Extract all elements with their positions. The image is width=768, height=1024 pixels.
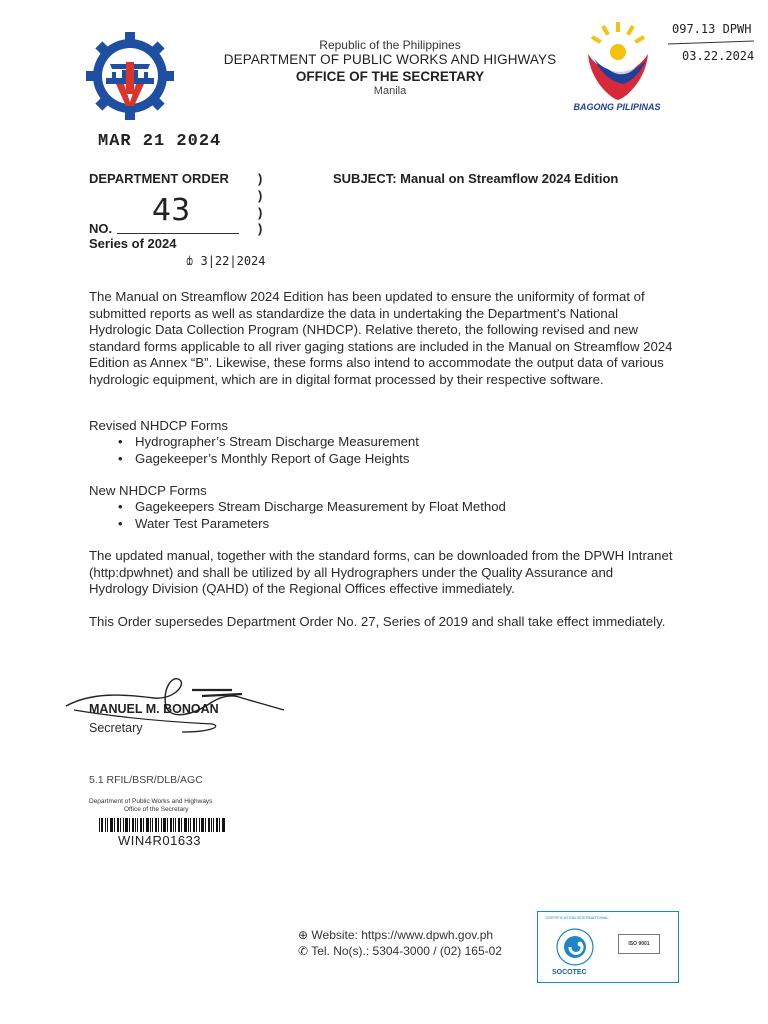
department-order-label: DEPARTMENT ORDER — [89, 171, 229, 186]
dpwh-seal-logo — [86, 32, 174, 120]
phone-icon: ✆ — [298, 944, 309, 958]
iso-box — [618, 934, 660, 954]
bagong-pilipinas-label: BAGONG PILIPINAS — [573, 102, 661, 112]
order-no-label: NO. — [89, 221, 113, 236]
receipt-divider — [668, 40, 754, 44]
reference-initials: 5.1 RFIL/BSR/DLB/AGC — [89, 774, 203, 786]
website-link[interactable]: Website: https://www.dpwh.gov.ph — [311, 928, 494, 942]
barcode-office: Office of the Secretary — [124, 806, 189, 813]
revised-form-item: Hydrographer’s Stream Discharge Measurement — [135, 434, 419, 449]
tracking-number: WIN4R01633 — [118, 833, 202, 848]
order-no-underline — [117, 233, 239, 234]
header-city: Manila — [373, 85, 407, 97]
signatory-title: Secretary — [89, 721, 143, 735]
paragraph-intro: The Manual on Streamflow 2024 Edition has been updated to ensure the uniformity of format of submitted reports as well as standardize the data in undertaking the Department’s National Hydrologic Data Collection Program (NHDCP). Relative thereto, the following revised and new standard forms applicable to all river gaging stations are included in the Manual on Streamflow 2024 Edition as Annex “B”. Likewise, these forms also intend to accommodate the output data of various hydrologic equipment, which are in digital format processed by their respective software. — [89, 289, 673, 387]
footer-phone-line — [298, 944, 502, 958]
receipt-number: 097.13 DPWH — [672, 22, 752, 36]
iso-certification-badge — [537, 911, 679, 983]
socotec-label: SOCOTEC — [552, 969, 587, 976]
barcode-department: Department of Public Works and Highways — [89, 798, 213, 805]
bracket-2: ) — [258, 188, 263, 203]
cert-arc-text: CERTIFICATION INTERNATIONAL — [545, 915, 609, 920]
bullet-icon: • — [118, 434, 123, 449]
revised-forms-heading: Revised NHDCP Forms — [89, 418, 228, 433]
socotec-mark — [546, 918, 604, 976]
new-form-item: Water Test Parameters — [135, 516, 270, 531]
bullet-icon: • — [118, 451, 123, 466]
iso-standard: ISO 9001 — [628, 941, 650, 947]
globe-icon: ⊕ — [298, 928, 309, 942]
header-republic: Republic of the Philippines — [319, 38, 461, 52]
footer-website-line — [298, 928, 493, 942]
signatory-name: MANUEL M. BONOAN — [89, 702, 219, 716]
order-series: Series of 2024 — [89, 236, 177, 251]
subject-line: SUBJECT: Manual on Streamflow 2024 Edition — [333, 171, 619, 186]
bracket-4: ) — [258, 221, 263, 236]
barcode — [99, 818, 225, 832]
paragraph-supersedes: This Order supersedes Department Order No. 27, Series of 2019 and shall take effect immediately. — [89, 614, 666, 629]
bracket-3: ) — [258, 205, 263, 220]
order-number: 43 — [152, 193, 191, 228]
bagong-pilipinas-logo — [580, 22, 656, 102]
revised-form-item: Gagekeeper’s Monthly Report of Gage Heights — [135, 451, 410, 466]
bullet-icon: • — [118, 499, 123, 514]
new-forms-heading: New NHDCP Forms — [89, 483, 207, 498]
receipt-date: 03.22.2024 — [682, 49, 755, 63]
header-office: OFFICE OF THE SECRETARY — [295, 69, 485, 84]
phone-numbers: Tel. No(s).: 5304-3000 / (02) 165-02 — [311, 944, 502, 958]
sun-rays — [591, 22, 645, 60]
bracket-1: ) — [258, 171, 263, 186]
handwritten-initials-date — [186, 254, 266, 268]
new-form-item: Gagekeepers Stream Discharge Measurement by Float Method — [135, 499, 506, 514]
paragraph-download: The updated manual, together with the standard forms, can be downloaded from the DPWH Intranet (http:dpwhnet) and shall be utilized by all Hydrographers under the Quality Assurance and Hydrology Division (QAHD) of the Regional Offices effective immediately. — [89, 548, 673, 597]
initial-mark: ȸ — [186, 254, 194, 268]
date-stamp: MAR 21 2024 — [98, 132, 222, 151]
header-department: DEPARTMENT OF PUBLIC WORKS AND HIGHWAYS — [223, 52, 557, 67]
handwritten-date: 3|22|2024 — [200, 254, 266, 268]
bullet-icon: • — [118, 516, 123, 531]
